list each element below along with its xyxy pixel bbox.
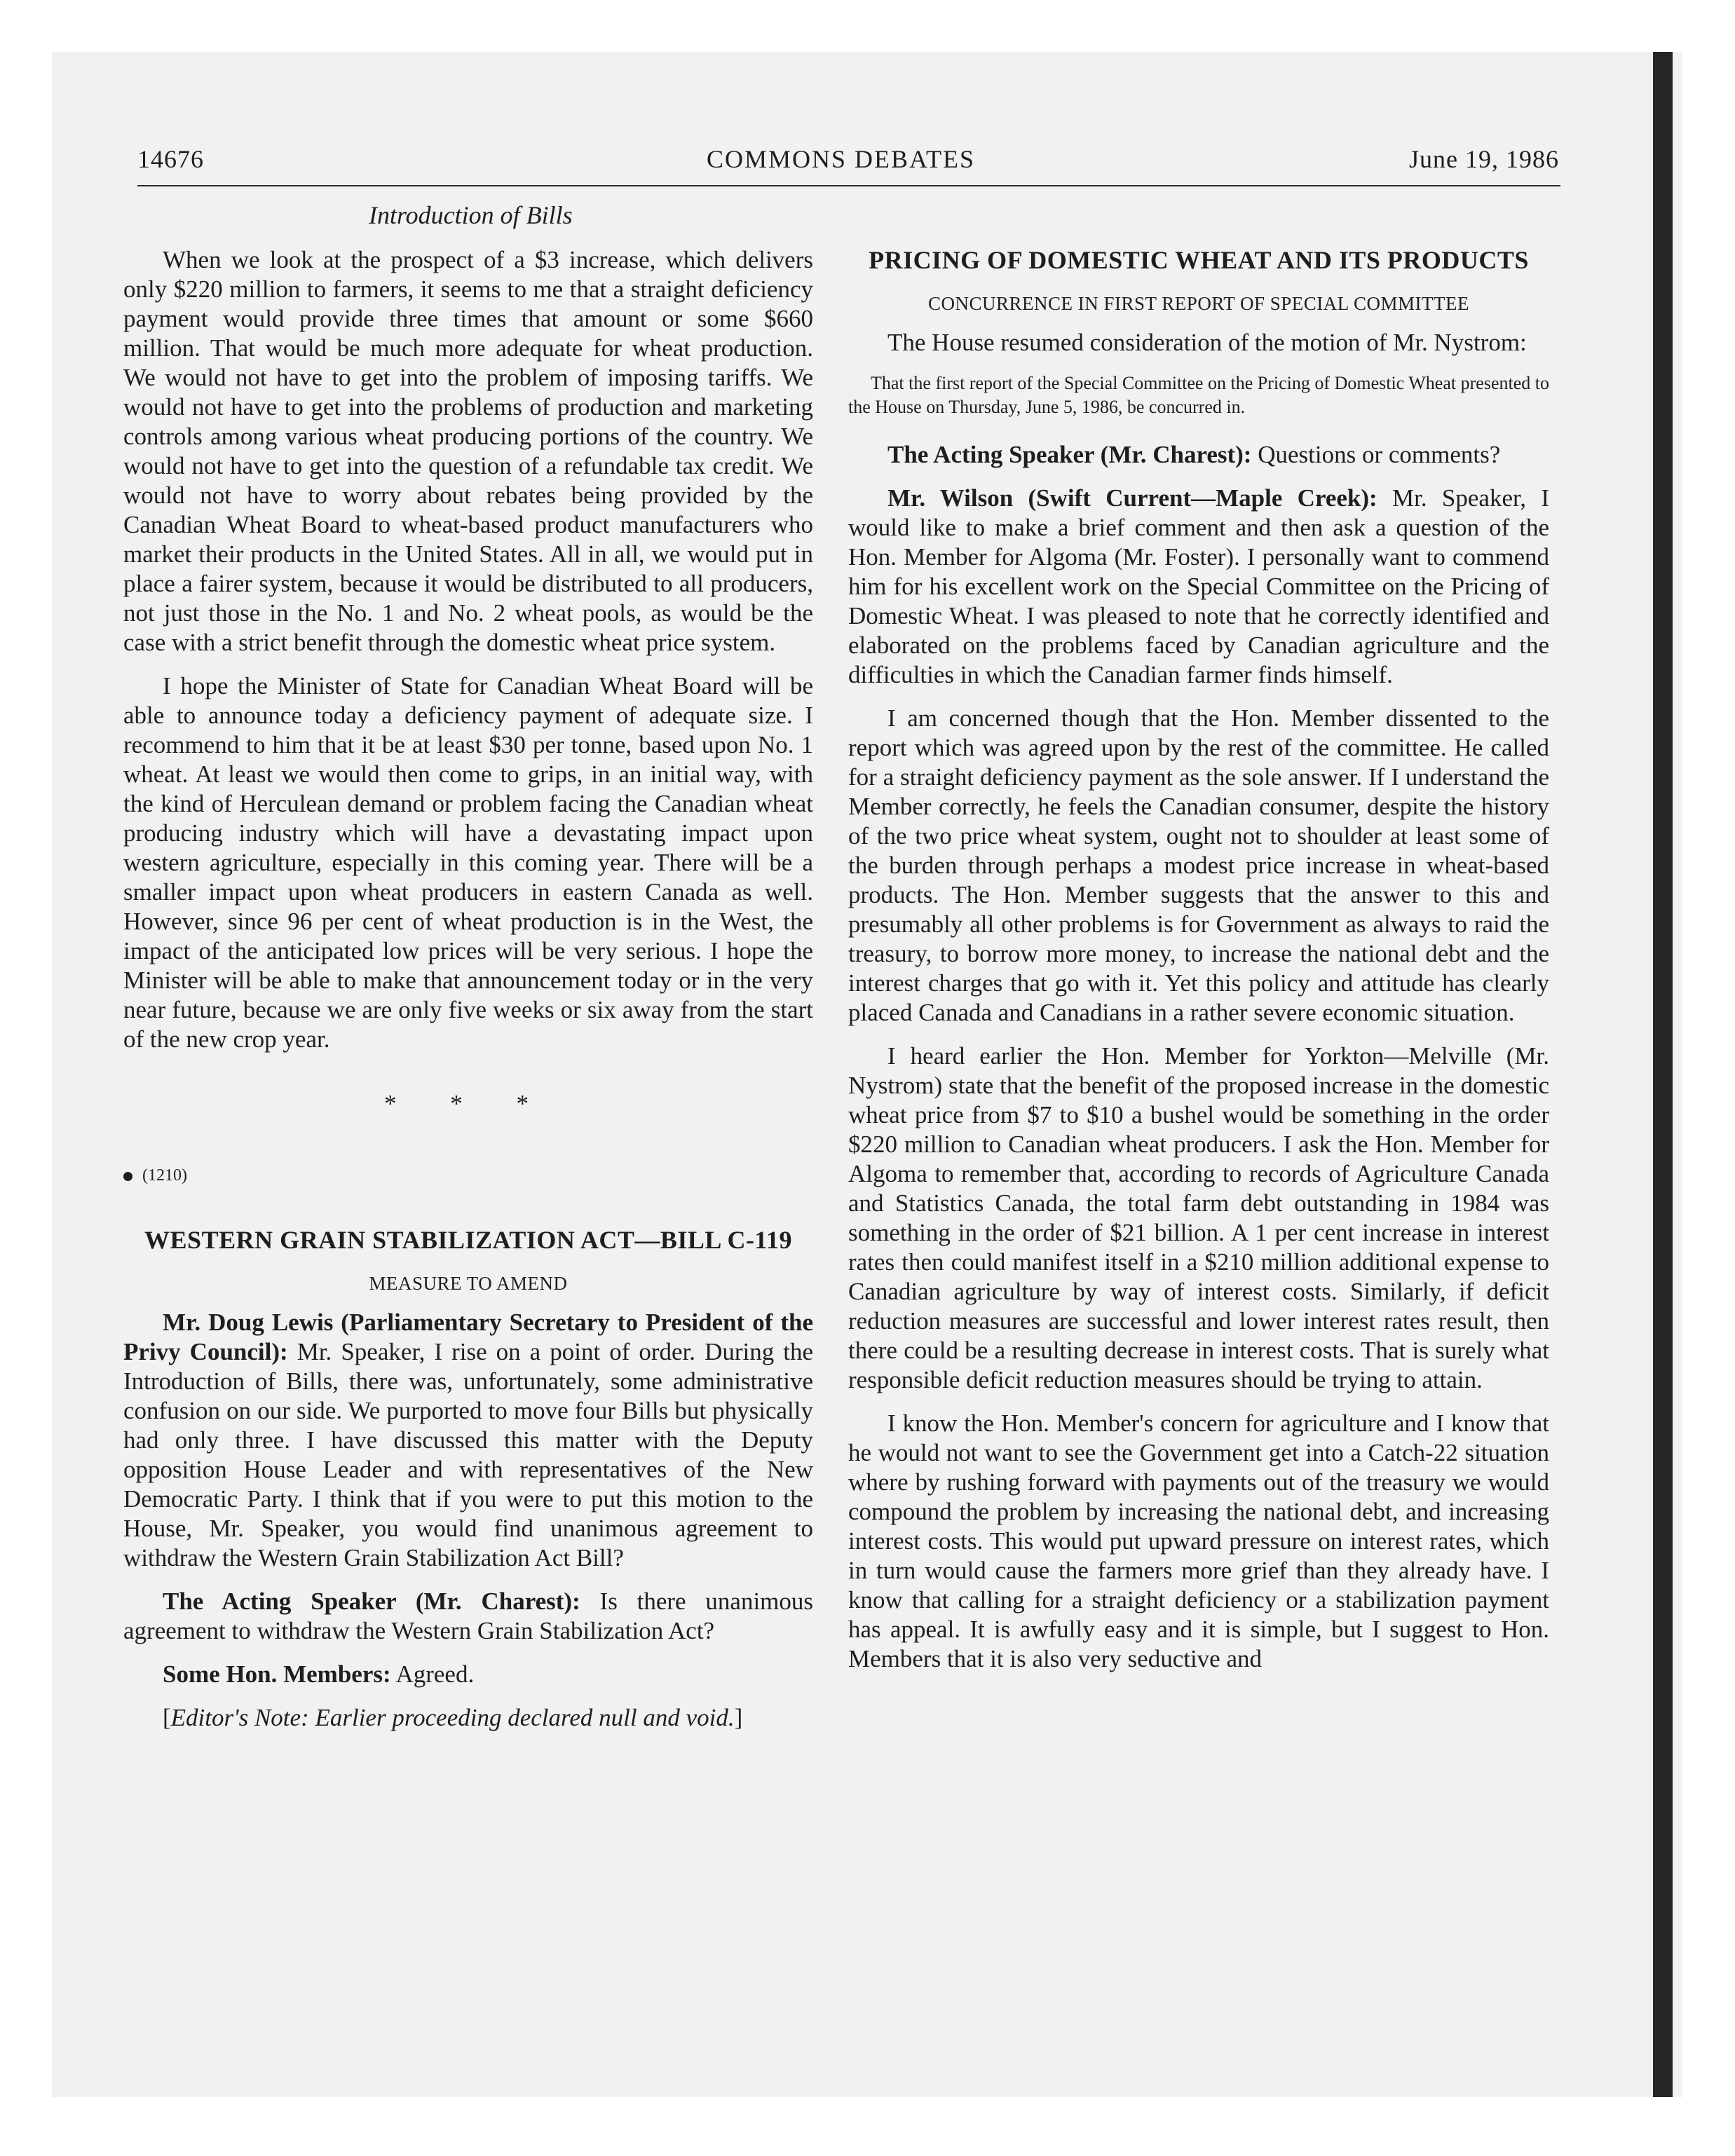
speech: [123, 1308, 813, 1573]
speech: [848, 484, 1549, 690]
time-marker: [123, 1161, 813, 1190]
header-rule: [137, 185, 1560, 186]
page-number: 14676: [137, 145, 204, 173]
paragraph: I am concerned though that the Hon. Member dissented to the report which was agreed upon by the rest of the committee. He called for a straight deficiency payment as the sole answer. If I understand the Member correctly, he feels the Canadian consumer, despite the history of the two price wheat system, ought not to shoulder at least some of the burden through perhaps a modest price increase in wheat-based products. The Hon. Member suggests that the answer to this and presumably all other problems is for Government as always to raid the treasury, to borrow more money, to increase the national debt and the interest charges that go with it. Yet this policy and attitude has clearly placed Canada and Canadians in a rather severe economic situation.: [848, 704, 1549, 1026]
speaker-name: Mr. Doug Lewis (Parliamentary Secretary to President of the Privy Council):: [123, 1309, 813, 1365]
paragraph: When we look at the prospect of a $3 increase, which delivers only $220 million to farmers, it seems to me that a straight deficiency payment would provide three times that amount or some $660 million. That would be much more adequate for wheat production. We would not have to get into the problem of imposing tariffs. We would not have to get into the problems of production and marketing controls among various wheat producing portions of the country. We would not have to get into the question of a refundable tax credit. We would not have to worry about rebates being provided by the Canadian Wheat Board to wheat-based product manufacturers who market their products in the United States. All in all, we would put in place a fairer system, because it would be distributed to all producers, not just those in the No. 1 and No. 2 wheat pools, as would be the case with a strict benefit through the domestic wheat price system.: [123, 246, 813, 656]
section-subtitle: MEASURE TO AMEND: [369, 1273, 568, 1294]
speech-text: Agreed.: [390, 1660, 475, 1688]
running-subheading: Introduction of Bills: [369, 201, 573, 229]
speaker-name: Some Hon. Members:: [163, 1660, 391, 1688]
speaker-name: The Acting Speaker (Mr. Charest):: [887, 441, 1252, 468]
speech: [848, 440, 1549, 470]
publication-date: June 19, 1986: [1409, 145, 1559, 173]
speech-text: Questions or comments?: [1251, 441, 1501, 468]
section-title: PRICING OF DOMESTIC WHEAT AND ITS PRODUCTS: [869, 246, 1529, 274]
speech: [123, 1587, 813, 1646]
section-subtitle: CONCURRENCE IN FIRST REPORT OF SPECIAL COMMITTEE: [928, 293, 1469, 314]
bullet-icon: [123, 1172, 132, 1181]
motion-text: That the first report of the Special Committee on the Pricing of Domestic Wheat presented to the House on Thursday, June 5, 1986, be concurred in.: [848, 373, 1549, 417]
page-edge-shadow: [1653, 52, 1673, 2097]
editor-note: [Editor's Note: Earlier proceeding declared null and void.]: [163, 1704, 743, 1731]
publication-title: COMMONS DEBATES: [707, 145, 976, 173]
speech-text: Mr. Speaker, I would like to make a brief comment and then ask a question of the Hon. Member for Algoma (Mr. Foster). I personally want to commend him for his excellent work on the Special Committee on the Pricing of Domestic Wheat. I was pleased to note that he correctly identified and elaborated on the problems faced by Canadian agriculture and the difficulties in which the Canadian farmer finds himself.: [848, 484, 1549, 688]
speech-text: Is there unanimous agreement to withdraw the Western Grain Stabilization Act?: [123, 1588, 814, 1644]
paragraph: I know the Hon. Member's concern for agriculture and I know that he would not want to see the Government get into a Catch-22 situation where by rushing forward with payments out of the treasury we would compound the problem by increasing the national debt, and increasing interest costs. This would put upward pressure on interest rates, which in turn would cause the farmers more grief than they already have. I know that calling for a straight deficiency or a stabilization payment has appeal. It is awfully easy and it is simple, but I suggest to Hon. Members that it is also very seductive and: [848, 1410, 1549, 1672]
paragraph: I heard earlier the Hon. Member for Yorkton—Melville (Mr. Nystrom) state that the benefit of the proposed increase in the domestic wheat price from $7 to $10 a bushel would be something in the order $220 million to Canadian wheat producers. I ask the Hon. Member for Algoma to remember that, according to records of Agriculture Canada and Statistics Canada, the total farm debt outstanding in 1984 was something in the order of $21 billion. A 1 per cent increase in interest rates then could manifest itself in a $210 million additional expense to Canadian agriculture by way of interest costs. Similarly, if deficit reduction measures are successful and lower interest rates result, then there could be a resulting decrease in interest costs. That is surely what responsible deficit reduction measures should be trying to attain.: [848, 1042, 1549, 1393]
right-column: [848, 245, 1549, 1688]
section-title: WESTERN GRAIN STABILIZATION ACT—BILL C-119: [144, 1226, 792, 1254]
speaker-name: Mr. Wilson (Swift Current—Maple Creek):: [887, 484, 1377, 512]
editor-note-text: Editor's Note: Earlier proceeding declared null and void.: [170, 1704, 735, 1731]
speech-text: Mr. Speaker, I rise on a point of order. During the Introduction of Bills, there was, unfortunately, some administrative confusion on our side. We purported to move four Bills but physically had only three. I have discussed this matter with the Deputy opposition House Leader and with representatives of the New Democratic Party. I think that if you were to put this motion to the House, Mr. Speaker, you would find unanimous agreement to withdraw the Western Grain Stabilization Act Bill?: [123, 1338, 814, 1571]
left-column: [123, 245, 813, 1747]
paragraph: I hope the Minister of State for Canadian Wheat Board will be able to announce today a deficiency payment of adequate size. I recommend to him that it be at least $30 per tonne, based upon No. 1 wheat. At least we would then come to grips, in an initial way, with the kind of Herculean demand or problem facing the Canadian wheat producing industry which will have a devastating impact upon western agriculture, especially in this coming year. There will be a smaller impact upon wheat producers in eastern Canada as well. However, since 96 per cent of wheat production is in the West, the impact of the anticipated low prices will be very serious. I hope the Minister will be able to make that announcement today or in the very near future, because we are only five weeks or six away from the start of the new crop year.: [123, 672, 813, 1053]
time-marker-text: (1210): [142, 1166, 187, 1185]
paragraph: The House resumed consideration of the motion of Mr. Nystrom:: [887, 329, 1527, 356]
speaker-name: The Acting Speaker (Mr. Charest):: [163, 1588, 580, 1615]
section-separator: * * *: [384, 1090, 552, 1117]
speech: [123, 1660, 813, 1689]
